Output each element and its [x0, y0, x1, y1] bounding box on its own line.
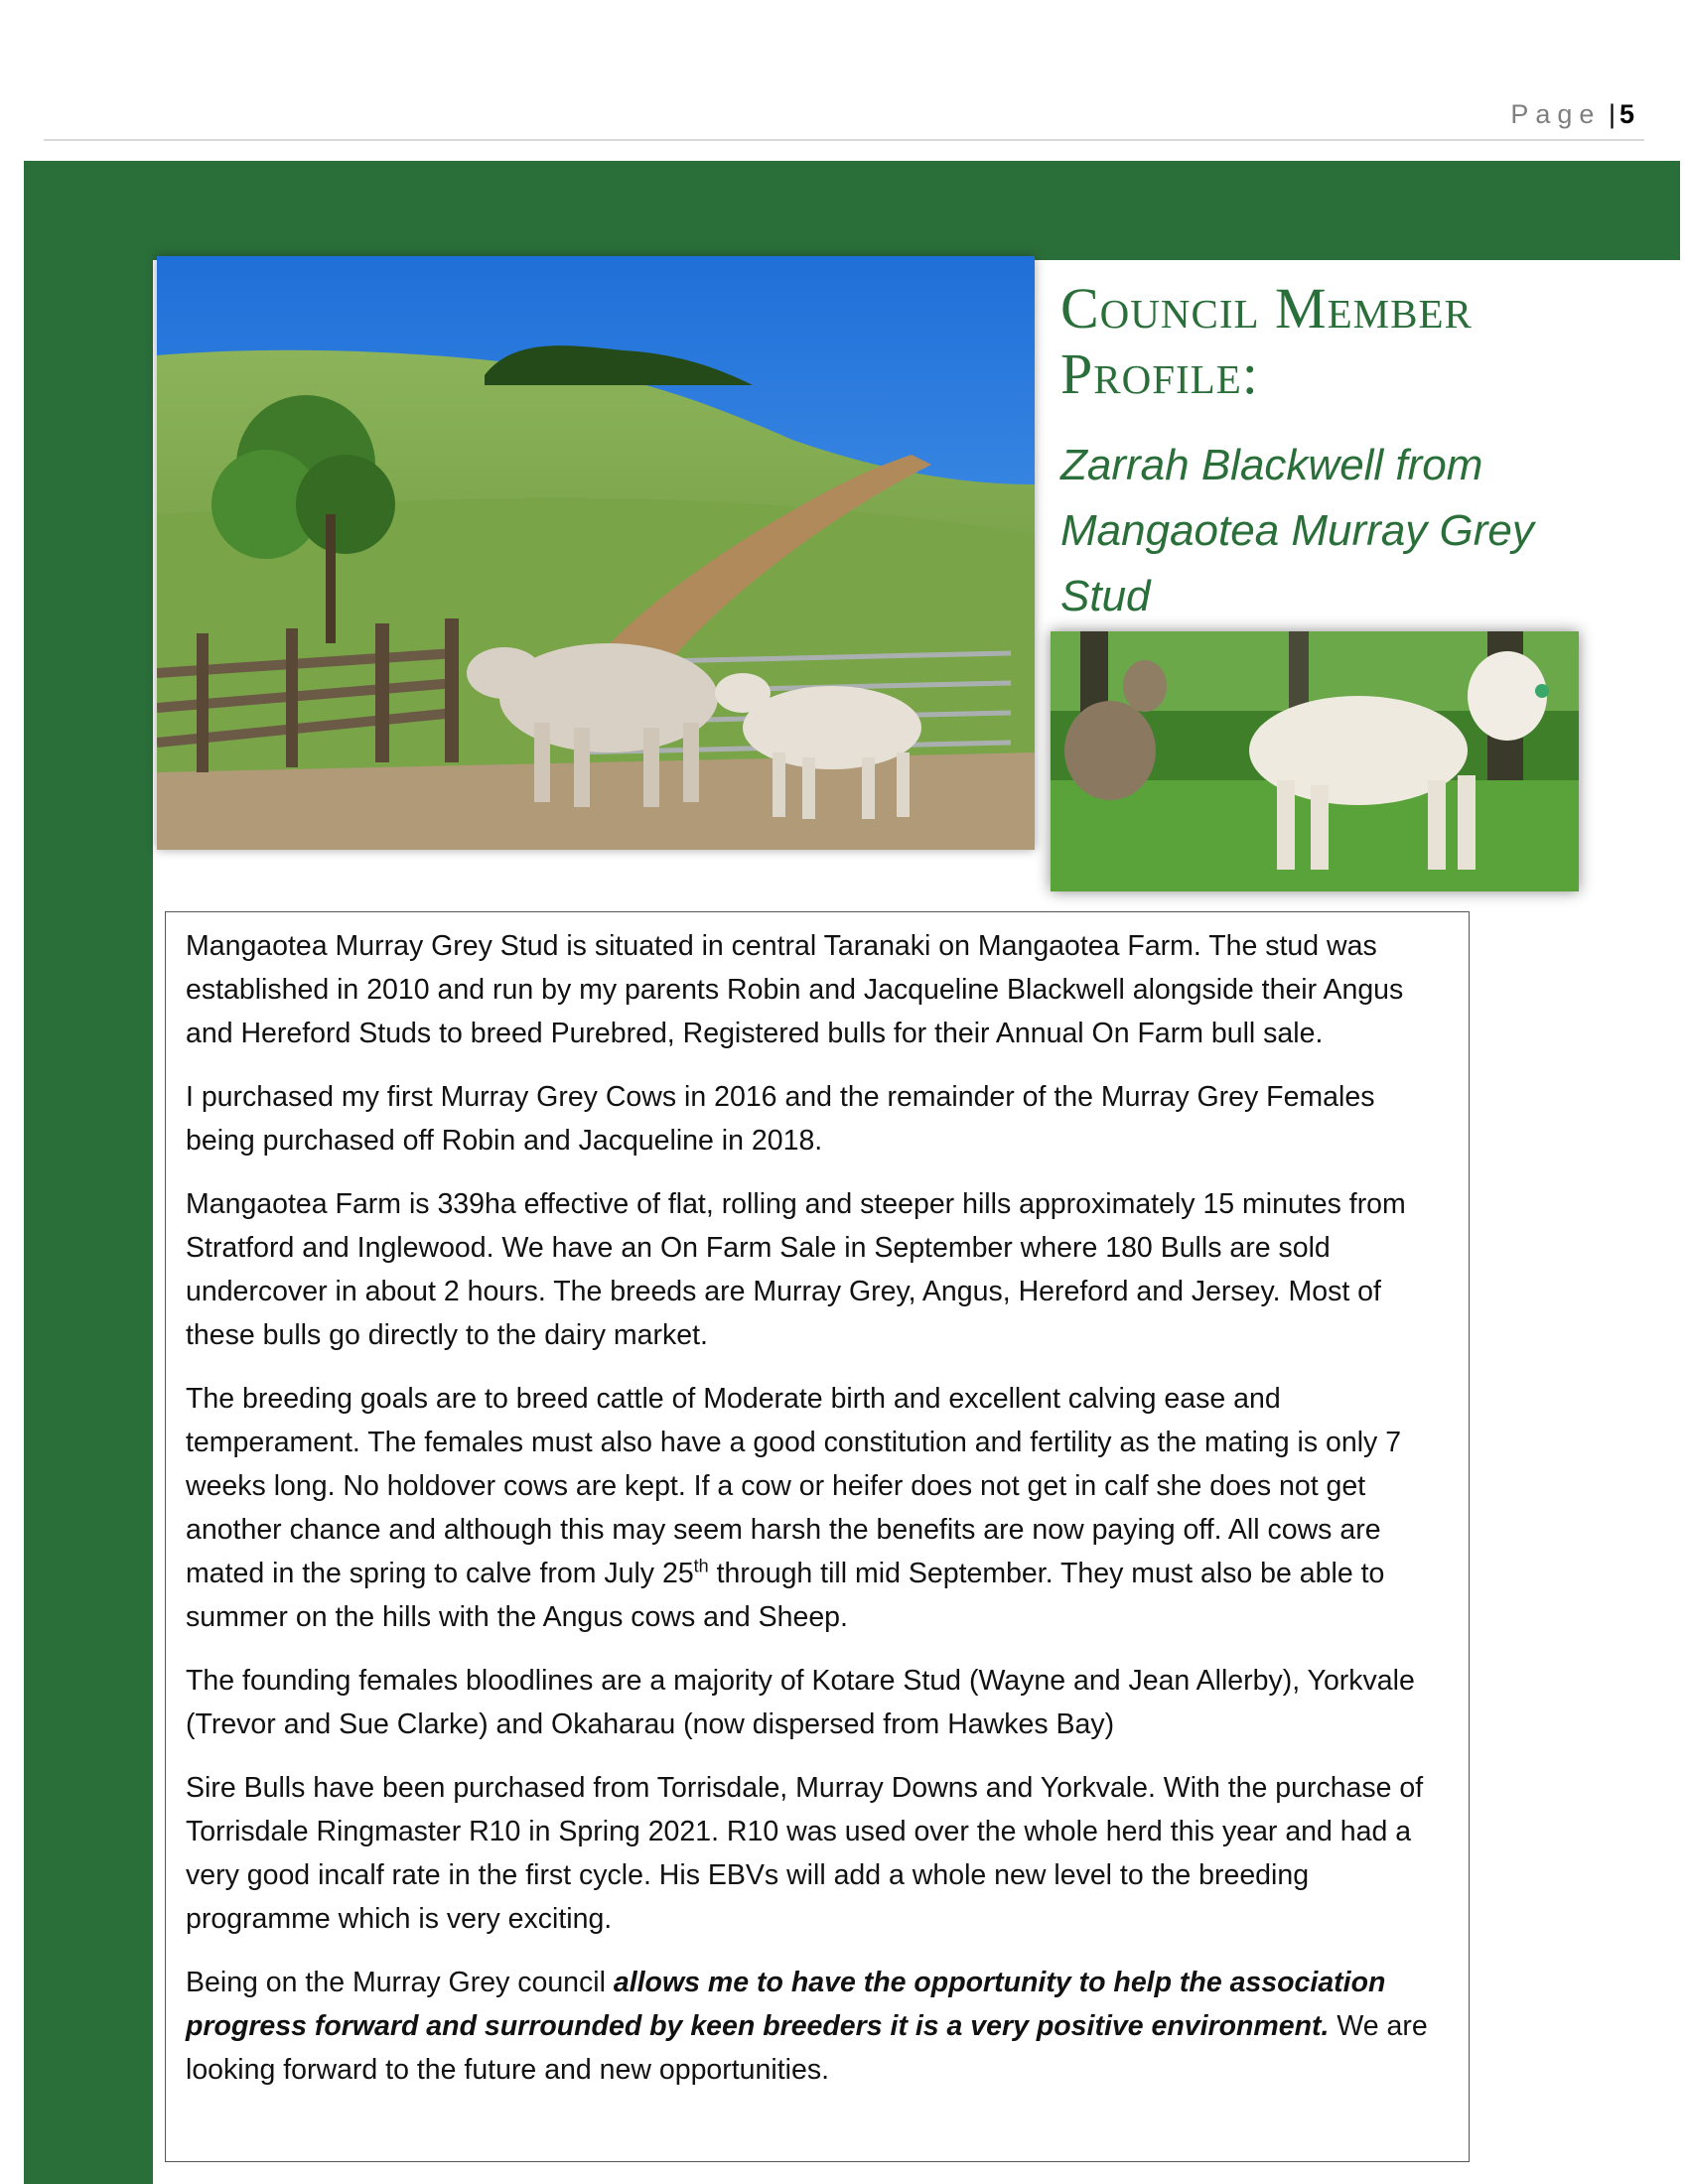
title-line-2: Profile: — [1060, 341, 1259, 406]
profile-subtitle: Zarrah Blackwell from Mangaotea Murray Grey Stud — [1060, 441, 1534, 620]
article-paragraph-6: Sire Bulls have been purchased from Torrisdale, Murray Downs and Yorkvale. With the purchase of Torrisdale Ringmaster R10 in Spring 2021. R10 was used over the whole herd this year and had a very good incalf rate in the first cycle. His EBVs will add a whole new level to the breeding programme which is very exciting. — [186, 1772, 1424, 1935]
article-paragraph-5: The founding females bloodlines are a majority of Kotare Stud (Wayne and Jean Allerby), Yorkvale (Trevor and Sue Clarke) and Okaharau (now dispersed from Hawkes Bay) — [186, 1665, 1415, 1740]
green-banner-top — [24, 161, 1680, 260]
page-number — [1510, 99, 1634, 130]
article-paragraph-1: Mangaotea Murray Grey Stud is situated in central Taranaki on Mangaotea Farm. The stud was established in 2010 and run by my parents Robin and Jacqueline Blackwell alongside their Angus and Hereford Studs to breed Purebred, Registered bulls for their Annual On Farm bull sale. — [186, 930, 1404, 1049]
calf-photo — [1051, 631, 1579, 891]
green-banner-side — [24, 161, 153, 2184]
page-header — [44, 95, 1644, 141]
article-paragraph-4 — [186, 1377, 1449, 1639]
article-paragraph-7 — [186, 1961, 1449, 2092]
page-separator: | — [1608, 99, 1616, 129]
p7-text-after: We are looking forward to the future and new opportunities. — [186, 2010, 1428, 2086]
p7-text-before: Being on the Murray Grey council — [186, 1967, 614, 1998]
p7-emphasis: allows me to have the opportunity to help the association progress forward and surrounded by keen breeders it is a very positive environment. — [186, 1967, 1386, 2042]
article-body — [165, 911, 1470, 2162]
p4-text-after: through till mid September. They must also be able to summer on the hills with the Angus cows and Sheep. — [186, 1558, 1385, 1633]
page-title — [1060, 276, 1656, 407]
p4-superscript: th — [693, 1556, 709, 1576]
main-photo — [157, 256, 1035, 850]
title-line-1: Council Member — [1060, 276, 1473, 341]
article-paragraph-3: Mangaotea Farm is 339ha effective of flat, rolling and steeper hills approximately 15 minutes from Stratford and Inglewood. We have an On Farm Sale in September where 180 Bulls are sold undercover in about 2 hours. The breeds are Murray Grey, Angus, Hereford and Jersey. Most of these bulls go directly to the dairy market. — [186, 1188, 1406, 1351]
page-number-value: 5 — [1618, 99, 1634, 129]
p4-text-before: The breeding goals are to breed cattle of Moderate birth and excellent calving ease and temperament. The females must also have a good constitution and fertility as the mating is only 7 weeks long. No holdover cows are kept. If a cow or heifer does not get in calf she does not get another chance and although this may seem harsh the benefits are now paying off. All cows are mated in the spring to calve from July 25 — [186, 1383, 1402, 1589]
page-word: Page — [1510, 99, 1602, 129]
article-paragraph-2: I purchased my first Murray Grey Cows in 2016 and the remainder of the Murray Grey Females being purchased off Robin and Jacqueline in 2018. — [186, 1081, 1375, 1157]
